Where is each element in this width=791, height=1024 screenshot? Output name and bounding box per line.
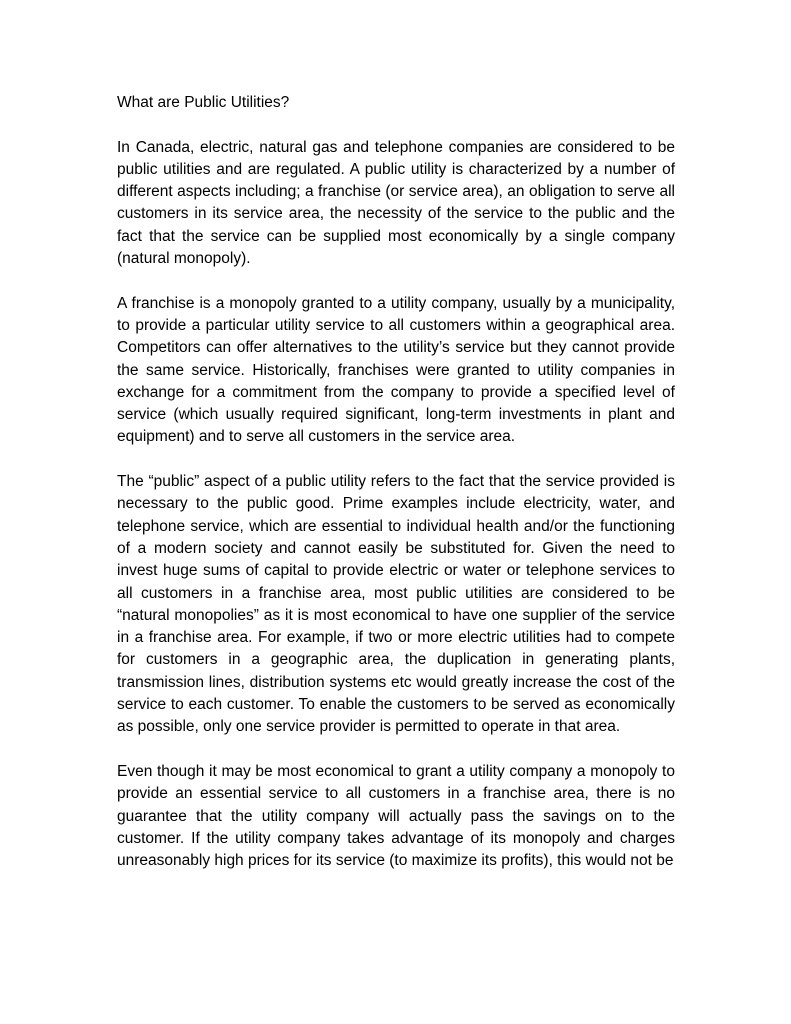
paragraph-public-aspect: The “public” aspect of a public utility refers to the fact that the service provided is necessary to the public good. Prime examples include electricity, water, and telephone service, which are essential to individual health and/or the functioning of a modern society and cannot easily be substituted for. Given the need to invest huge sums of capital to provide electric or water or telephone services to all customers in a franchise area, most public utilities are considered to be “natural monopolies” as it is most economical to have one supplier of the service in a franchise area. For example, if two or more electric utilities had to compete for customers in a geographic area, the duplication in generating plants, transmission lines, distribution systems etc would greatly increase the cost of the service to each customer. To enable the customers to be served as economically as possible, only one service provider is permitted to operate in that area. bbox=[117, 473, 675, 736]
paragraph-canada-utilities: In Canada, electric, natural gas and telephone companies are considered to be public utilities and are regulated. A public utility is characterized by a number of different aspects including; a franchise (or service area), an obligation to serve all customers in its service area, the necessity of the service to the public and the fact that the service can be supplied most economically by a single company (natural monopoly). bbox=[117, 138, 675, 268]
document-title: What are Public Utilities? bbox=[117, 94, 290, 111]
paragraph-franchise: A franchise is a monopoly granted to a utility company, usually by a municipality, to provide a particular utility service to all customers within a geographical area. Competitors can offer alternatives to the utility’s service but they cannot provide the same service. Historically, franchises were granted to utility companies in exchange for a commitment from the company to provide a specified level of service (which usually required significant, long-term investments in plant and equipment) and to serve all customers in the service area. bbox=[117, 294, 675, 446]
document-page bbox=[117, 92, 675, 895]
paragraph-monopoly-savings: Even though it may be most economical to grant a utility company a monopoly to provide an essential service to all customers in a franchise area, there is no guarantee that the utility company will actually pass the savings on to the customer. If the utility company takes advantage of its monopoly and charges unreasonably high prices for its service (to maximize its profits), this would not be bbox=[117, 762, 675, 870]
